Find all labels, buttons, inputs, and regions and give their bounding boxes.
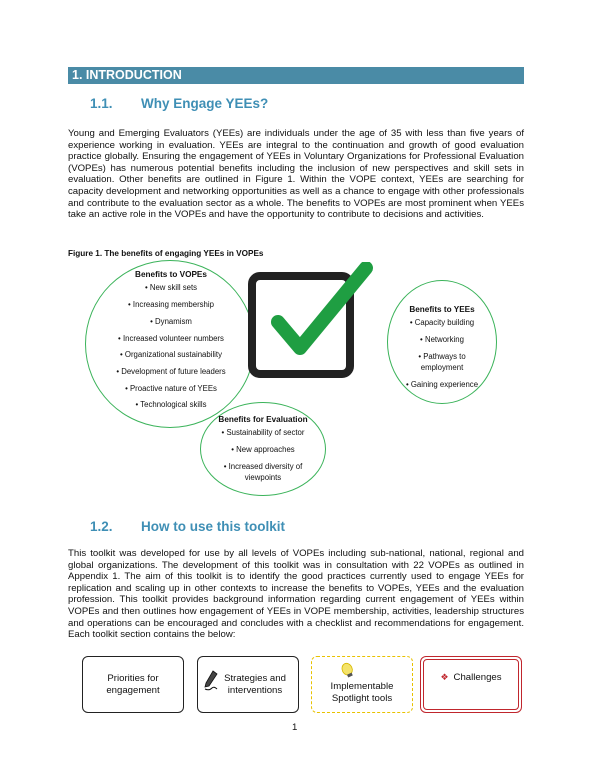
figure-caption: Figure 1. The benefits of engaging YEEs in VOPEs (68, 249, 264, 258)
toolkit-paragraph: This toolkit was developed for use by all levels of VOPEs including sub-national, national, regional and global organizations. The development of this toolkit was in consultation with 22 VOPEs as outlined in Appendix 1. The aim of this toolkit is to identify the good practices currently used to engage YEEs for replication and scaling up in other contexts to increase the benefits to VOPEs, YEEs and the evaluation profession. This toolkit provides background information regarding current engagement of YEEs within VOPEs and then outlines how engagement of YEEs in VOPE membership, activities, leadership structures and operations can be encouraged and concludes with a checklist and recommendations for engagement. Each toolkit section contains the below: (68, 548, 524, 641)
list-item: • Dynamism (150, 316, 192, 326)
list-item: • Technological skills (135, 400, 207, 410)
evaluation-benefits-list (206, 415, 320, 483)
list-item: • New skill sets (144, 283, 198, 293)
yees-benefits-list (396, 305, 488, 390)
yees-benefits-title: Benefits to YEEs (409, 305, 475, 314)
section-title: 1. INTRODUCTION (68, 67, 524, 84)
diamond-bullet-icon: ❖ (440, 672, 449, 682)
legend-label: Implementable Spotlight tools (330, 680, 394, 704)
vopes-benefits-list (92, 270, 250, 411)
lightbulb-icon (340, 662, 356, 683)
page-number: 1 (292, 722, 298, 733)
check-mark-icon (248, 262, 378, 387)
intro-paragraph: Young and Emerging Evaluators (YEEs) are individuals under the age of 35 with less than five years of experience working in evaluation. YEEs are integral to the continuation and growth of good evaluation practice globally. Ensuring the engagement of YEEs in Voluntary Organizations for Professional Evaluation (VOPEs) has numerous potential benefits including the inclusion of new perspectives and skill sets in evaluation. Other benefits are outlined in Figure 1. Within the VOPE context, YEEs are searching for capacity development and networking opportunities as well as a chance to engage with other professionals and contribute to the evaluation sector as a whole. The benefits to VOPEs are most prominent when YEEs take an active role in the VOPEs and have the opportunity to contribute to decisions and activities. (68, 128, 524, 221)
list-item: • Increased diversity of viewpoints (223, 462, 303, 482)
list-item: • Proactive nature of YEEs (125, 383, 217, 393)
list-item: • New approaches (231, 445, 295, 455)
subsection-number: 1.1. (90, 96, 113, 111)
list-item: • Increased volunteer numbers (118, 333, 224, 343)
subsection-heading-how-to-use (90, 519, 390, 537)
subsection-heading-why-engage (90, 96, 390, 114)
legend-challenges (420, 656, 522, 713)
list-item: • Organizational sustainability (120, 350, 222, 360)
vopes-benefits-title: Benefits to VOPEs (135, 270, 207, 279)
list-item: • Pathways to employment (418, 352, 466, 372)
list-item: • Sustainability of sector (221, 428, 305, 438)
legend-strategies (197, 656, 299, 713)
list-item: • Development of future leaders (116, 366, 226, 376)
inner-border (423, 659, 519, 710)
list-item: • Capacity building (409, 318, 475, 328)
subsection-title: Why Engage YEEs? (141, 96, 269, 111)
list-item: • Increasing membership (128, 300, 214, 310)
evaluation-benefits-title: Benefits for Evaluation (218, 415, 308, 424)
pen-writing-icon (204, 670, 218, 695)
list-item: • Networking (420, 335, 464, 345)
legend-spotlight (311, 656, 413, 713)
list-item: • Gaining experience (405, 379, 479, 389)
legend-label: Priorities for engagement (106, 672, 160, 696)
legend-label: Challenges (453, 672, 502, 683)
legend-label: Strategies and interventions (224, 672, 286, 696)
subsection-title: How to use this toolkit (141, 519, 285, 534)
subsection-number: 1.2. (90, 519, 113, 534)
legend-priorities (82, 656, 184, 713)
